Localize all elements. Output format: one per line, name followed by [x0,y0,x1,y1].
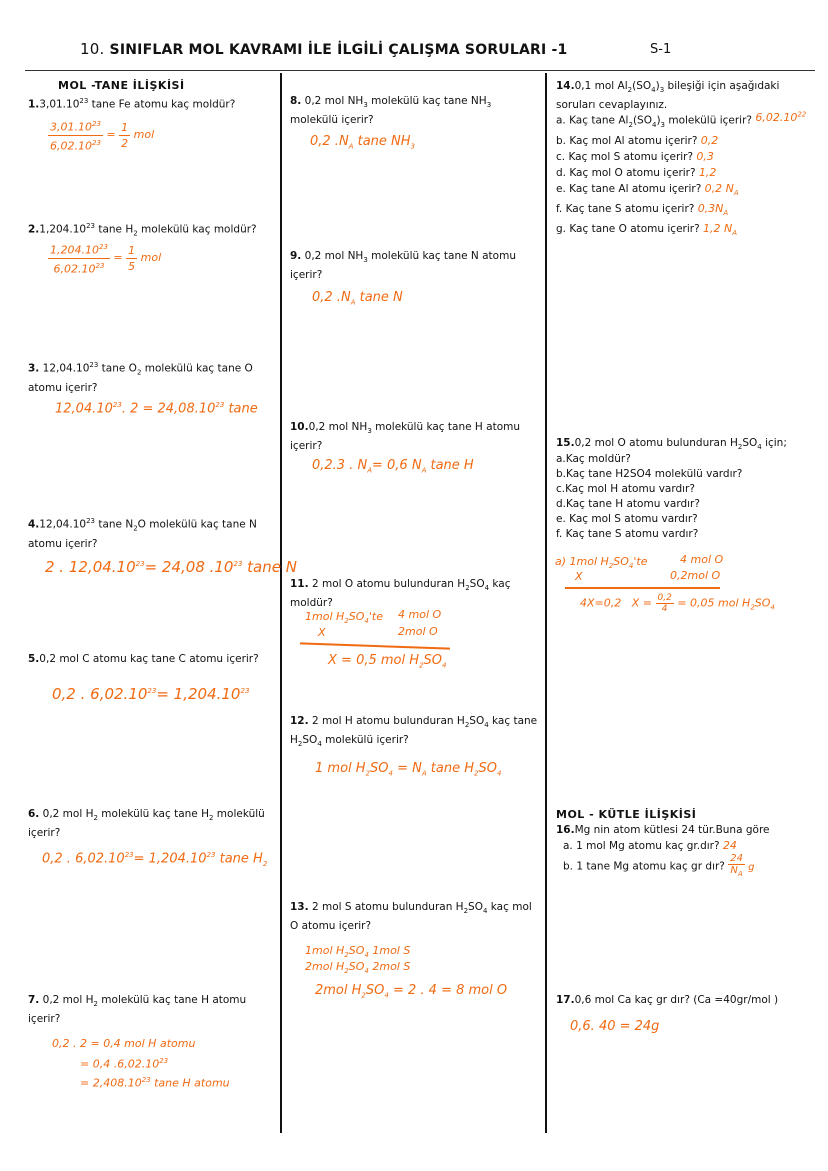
answer-15-line-1: a) 1mol $H_2SO_4'te$ [555,555,648,571]
column-divider-2 [545,73,547,1133]
question-12: 12. 2 mol H atomu bulunduran $H_2SO_4$ kaç tane $H_2SO_4$ molekülü içerir? [290,715,538,749]
answer-13-line-1: 1mol $H_2SO_4$ 1mol S [305,944,411,960]
answer-17: 0,6. 40 = 24g [570,1019,660,1034]
question-1: 1.3,01.10$^{23}$ tane Fe atomu kaç moldür? [28,97,236,111]
q14-item-a: a. Kaç tane $Al_2(SO_4)_3$ molekülü içerir? 6,02.10$^{22}$ [556,110,807,129]
q14-item-f: f. Kaç tane S atomu içerir? $0,3N_A$ [556,201,729,218]
answer-1: $\frac{3,01.10^{23}}{6,02.10^{23}}$ = $\frac{1}{2}$ mol [48,117,154,153]
q15-item-e: e. Kaç mol S atomu vardır? [556,513,698,525]
q14-item-g: g. Kaç tane O atomu içerir? 1,2 $N_A$ [556,222,738,238]
question-14: 14.0,1 mol $Al_2(SO_4)_3$ bileşiği için aşağıdaki soruları cevaplayınız. [556,80,780,112]
answer-11-line-1: 1mol $H_2SO_4'te$ [305,610,383,626]
answer-15-rule [565,587,720,589]
question-11: 11. 2 mol O atomu bulunduran $H_2SO_4$ kaç moldür? [290,578,511,610]
answer-7-line-2: = 0,4 .6,02.10$^{23}$ [80,1057,169,1071]
question-14-items [556,110,826,241]
question-3: 3. 12,04.10$^{23}$ tane $O_2$ molekülü kaç tane O atomu içerir? [28,361,253,394]
question-9: 9. 0,2 mol $NH_3$ molekülü kaç tane N atomu içerir? [290,250,516,282]
q15-item-f: f. Kaç tane S atomu vardır? [556,528,699,540]
answer-11-line-3: X = 0,5 mol $H_2SO_4$ [328,653,447,670]
q15-item-c: c.Kaç mol H atomu vardır? [556,483,695,495]
answer-6: 0,2 . $6,02.10^{23}= 1,204.10^{23}$ tane $H_2$ [42,851,268,868]
answer-3: 12,04.10$^{23}$. $2 = 24,08.10^{23}$ tane [55,401,258,417]
answer-9: 0,2 $.N_A$ tane N [312,290,403,307]
question-6: 6. 0,2 mol $H_2$ molekülü kaç tane $H_2$ molekülü içerir? [28,808,265,840]
question-17: 17.0,6 mol Ca kaç gr dır? (Ca =40gr/mol ) [556,994,779,1006]
answer-15-line-2b: 0,2mol O [670,569,721,582]
answer-5: 0,2 . $6,02.10^{23}= 1,204.10^{23}$ [52,685,250,703]
question-4: 4.12,04.10$^{23}$ tane $N_2O$ molekülü kaç tane N atomu içerir? [28,517,257,550]
sheet-code: S-1 [650,42,672,57]
section-mol-kutle: MOL - KÜTLE İLİŞKİSİ [556,808,697,821]
q14-item-d: d. Kaç mol O atomu içerir? 1,2 [556,165,717,179]
q14-item-c: c. Kaç mol S atomu içerir? 0,3 [556,149,714,163]
header-divider [25,70,815,71]
answer-7-line-1: 0,2 . 2 = 0,4 mol H atomu [52,1037,196,1050]
column-divider-1 [280,73,282,1133]
question-10: 10.0,2 mol $NH_3$ molekülü kaç tane H atomu içerir? [290,421,521,453]
question-16: 16.Mg nin atom kütlesi 24 tür.Buna göre [556,824,770,836]
question-8: 8. 0,2 mol $NH_3$ molekülü kaç tane $NH_3$ molekülü içerir? [290,95,492,127]
page-title: 10. SINIFLAR MOL KAVRAMI İLE İLGİLİ ÇALIŞMA SORULARI -1 [80,40,568,58]
answer-15-line-1b: 4 mol O [680,553,724,566]
section-mol-tane: MOL -TANE İLİŞKİSİ [58,79,185,92]
answer-11-rule [300,642,450,649]
answer-13-line-2: 2mol $H_2SO_4$ 2mol S [305,960,411,976]
answer-15-line-3: 4X=0,2 X = $\frac{0,2}{4}$ = 0,05 mol $H_2SO_4$ [580,593,775,614]
answer-11-line-2a: X [318,626,326,639]
q14-item-e: e. Kaç tane Al atomu içerir? 0,2 $N_A$ [556,181,739,197]
answer-11-line-1b: 4 mol O [398,608,442,621]
answer-7-line-3: = $2,408.10^{23}$ tane H atomu [80,1076,230,1090]
question-15: 15.0,2 mol O atomu bulunduran $H_2SO_4$ için; [556,437,787,452]
question-15-items [556,452,821,542]
question-16-a: a. 1 mol Mg atomu kaç gr.dır? 24 [563,839,737,852]
question-2: 2.1,204.10$^{23}$ tane $H_2$ molekülü kaç moldür? [28,222,257,238]
q15-item-d: d.Kaç tane H atomu vardır? [556,498,700,510]
q14-item-b: b. Kaç mol Al atomu içerir? 0,2 [556,133,719,147]
answer-4: 2 . $12,04.10^{23}= 24,08$ $.10^{23}$ tane N [45,558,297,576]
question-13: 13. 2 mol S atomu bulunduran $H_2SO_4$ kaç mol O atomu içerir? [290,901,532,933]
answer-2: $\frac{1,204.10^{23}}{6,02.10^{23}}$ = $\frac{1}{5}$ mol [48,240,161,276]
q15-item-b: b.Kaç tane H2SO4 molekülü vardır? [556,468,743,480]
question-5: 5.0,2 mol C atomu kaç tane C atomu içerir? [28,653,259,665]
answer-8: 0,2 $.N_A$ tane $NH_3$ [310,134,416,151]
answer-12: 1 mol $H_2SO_4 = N_A$ tane $H_2SO_4$ [315,761,502,778]
q15-item-a: a.Kaç moldür? [556,453,631,465]
answer-15-line-2a: X [575,570,583,583]
answer-10: 0,2.3 . $N_A= 0,6$ $N_A$ tane H [312,458,474,475]
question-7: 7. 0,2 mol $H_2$ molekülü kaç tane H atomu içerir? [28,994,247,1026]
answer-13-line-3: 2mol $H_2SO_4 = 2$ . 4 = 8 mol O [315,983,508,1000]
answer-11-line-2b: 2mol O [398,625,438,638]
question-16-b: b. 1 tane Mg atomu kaç gr dır? $\frac{24}{N_A}$ g [563,853,755,878]
